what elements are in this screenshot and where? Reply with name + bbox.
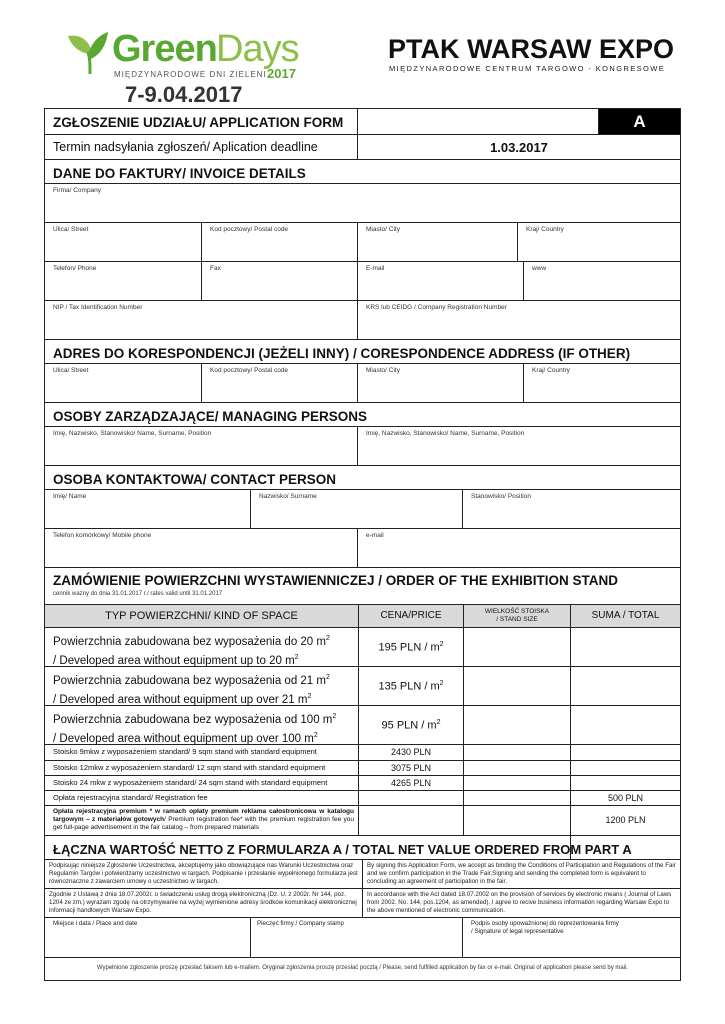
fax-field[interactable]: Fax — [202, 262, 358, 300]
stand-row-3 — [45, 776, 680, 791]
premium-desc-bold: Opłata rejestracyjna premium * w ramach opłaty premium reklama całostronicowa w katalogu targowym – z materiałów gotowych — [53, 808, 354, 823]
stand-row-2-size-input[interactable] — [464, 761, 571, 775]
www-field[interactable]: www — [532, 265, 547, 272]
logo-year: 2017 — [267, 66, 296, 81]
signature-field[interactable] — [463, 918, 680, 957]
col-price-header: CENA/PRICE — [359, 605, 464, 627]
area-row-2-size-input[interactable] — [464, 667, 571, 705]
email-field[interactable]: E-mail — [358, 262, 524, 300]
correspondence-heading-row — [45, 340, 680, 364]
area-row-2-pl: Powierzchnia zabudowana bez wyposażenia od 21 m — [53, 674, 326, 687]
corr-country-field[interactable]: Kraj/ Country — [532, 367, 570, 374]
rates-note: cennik ważny do dnia 31.01.2017 r./ rates valid until 31.01.2017 — [53, 591, 223, 597]
logo-subtitle: MIĘDZYNARODOWE DNI ZIELENI — [114, 70, 267, 79]
contact-mobile-field[interactable]: Telefon komórkowy/ Mobile phone — [45, 529, 358, 567]
legal-en-2: In accordance with the Act dated 18.07.2002 on the provision of services by electronic means ( Journal of Laws from 2002. No. 144, pos.1204, as amended). I agree to recive business information regarding Warsaw Expo to the above mentioned of electronic communication. — [367, 891, 672, 914]
stand-row-3-price: 4265 PLN — [359, 776, 464, 790]
signature-label-line1: Podpis osoby upoważnionej do reprezentowania firmy — [471, 920, 619, 927]
contact-surname-field[interactable]: Nazwisko/ Surname — [251, 490, 463, 528]
stand-row-1 — [45, 745, 680, 761]
nip-field[interactable]: NIP / Tax Identification Number — [45, 301, 358, 339]
col-size-header-line2: / STAND SIZE — [496, 616, 538, 623]
premium-row — [45, 806, 680, 836]
leaf-icon — [66, 30, 110, 74]
order-table-header — [45, 605, 680, 628]
organizer-subtitle: MIĘDZYNARODOWE CENTRUM TARGOWO - KONGRESOWE — [389, 64, 666, 73]
contact-phone-row — [45, 529, 680, 568]
stand-row-3-total-input[interactable] — [571, 776, 680, 790]
event-dates: 7-9.04.2017 — [125, 82, 243, 107]
area-row-3-price: 95 PLN / $m^2$ — [359, 706, 464, 744]
signature-row — [45, 918, 680, 958]
signature-label-line2: / Signature of legal representative — [471, 928, 564, 935]
area-row-2-price-text: 135 PLN / m — [378, 680, 440, 693]
deadline-label: Termin nadsyłania zgłoszeń/ Aplication deadline — [45, 135, 358, 159]
stand-row-2-total-input[interactable] — [571, 761, 680, 775]
premium-price-blank — [359, 806, 464, 835]
green-days-logo — [66, 28, 299, 84]
contact-heading: OSOBA KONTAKTOWA/ CONTACT PERSON — [53, 472, 336, 487]
area-row-1-price-text: 195 PLN / m — [378, 641, 440, 654]
total-heading: ŁĄCZNA WARTOŚĆ NETTO Z FORMULARZA A / TOTAL NET VALUE ORDERED FROM PART A — [45, 836, 571, 859]
contact-name-row — [45, 490, 680, 529]
area-row-1-price: 195 PLN / $m^2$ — [359, 628, 464, 666]
order-heading-row — [45, 568, 680, 605]
corr-street-field[interactable]: Ulica/ Street — [45, 364, 202, 402]
premium-desc — [45, 806, 359, 835]
area-row-1-size-input[interactable] — [464, 628, 571, 666]
form-letter: A — [599, 109, 680, 134]
area-row-3 — [45, 706, 680, 745]
managing-heading: OSOBY ZARZĄDZAJĄCE/ MANAGING PERSONS — [53, 409, 368, 424]
form-title: ZGŁOSZENIE UDZIAŁU/ APPLICATION FORM — [45, 109, 358, 134]
correspondence-address-row — [45, 364, 680, 403]
stand-row-1-total-input[interactable] — [571, 745, 680, 760]
area-row-2-desc: Powierzchnia zabudowana bez wyposażenia od 21 $m^2$ / Developed area without equipment up over 21 $m^2$ — [45, 667, 359, 705]
area-row-1 — [45, 628, 680, 667]
col-type-header: TYP POWIERZCHNI/ KIND OF SPACE — [45, 605, 359, 627]
stand-row-1-size-input[interactable] — [464, 745, 571, 760]
area-row-3-pl: Powierzchnia zabudowana bez wyposażenia od 100 m — [53, 713, 333, 726]
phone-field[interactable]: Telefon/ Phone — [45, 262, 202, 300]
area-row-3-total-input[interactable] — [571, 706, 680, 744]
company-field[interactable]: Firma/ Company — [53, 187, 102, 194]
contact-position-field[interactable]: Stanowisko/ Position — [471, 493, 531, 500]
area-row-2-en: / Developed area without equipment up over 21 m — [53, 693, 308, 706]
page-header — [0, 0, 725, 108]
invoice-street-field[interactable]: Ulica/ Street — [45, 223, 202, 261]
deadline-value: 1.03.2017 — [490, 140, 548, 155]
legal-pl-1: Podpisując niniejsze Zgłoszenie Uczestnictwa, akceptujemy jako obowiązujące nas Warunki Uczestnictwa oraz Regulamin Targów i potwierdzamy uczestnictwo w targach. Podpisanie i przesłanie wypełnionego formularza jest równoznaczne z zawarciem umowy o uczestnictwo w targach. — [45, 860, 363, 888]
invoice-country-field[interactable]: Kraj/ Country — [526, 226, 564, 233]
area-row-1-pl: Powierzchnia zabudowana bez wyposażenia do 20 m — [53, 635, 326, 648]
managing-person-2-field[interactable]: Imię, Nazwisko, Stanowisko/ Name, Surname, Position — [366, 430, 525, 437]
deadline-row — [45, 135, 680, 160]
form-title-row — [45, 109, 680, 135]
invoice-tax-row — [45, 301, 680, 340]
reg-fee-price-blank — [359, 791, 464, 805]
invoice-address-row — [45, 223, 680, 262]
invoice-postal-field[interactable]: Kod pocztowy/ Postal code — [202, 223, 358, 261]
premium-size-blank — [464, 806, 571, 835]
contact-heading-row — [45, 466, 680, 490]
stand-row-2-price: 3075 PLN — [359, 761, 464, 775]
area-row-2-total-input[interactable] — [571, 667, 680, 705]
managing-person-1-field[interactable]: Imię, Nazwisko, Stanowisko/ Name, Surname, Position — [45, 427, 358, 465]
managing-heading-row — [45, 403, 680, 427]
area-row-1-total-input[interactable] — [571, 628, 680, 666]
area-row-3-en: / Developed area without equipment up over 100 m — [53, 732, 314, 745]
stand-row-1-label: Stoisko 9mkw z wyposażeniem standard/ 9 sqm stand with standard equipment — [45, 745, 359, 760]
legal-pl-2: Zgodnie z Ustawą z dnia 18.07.2002r. o świadczeniu usług drogą elektroniczną (Dz. U. z 2002r. Nr 144, poz. 1204 ze zm.) wyrażam zgodę na otrzymywanie na wyżej wymienione adresy środków komunikacji elektronicznej informacji handlowych Warsaw Expo. — [45, 889, 363, 917]
area-row-3-price-text: 95 PLN / m — [381, 719, 437, 732]
stand-row-2 — [45, 761, 680, 776]
area-row-3-size-input[interactable] — [464, 706, 571, 744]
place-date-field[interactable]: Miejsce i data / Place and date — [45, 918, 251, 957]
reg-fee-size-blank — [464, 791, 571, 805]
footer-note: Wypełnione zgłoszenie proszę przesłać faksem lub e-mailem. Oryginał zgłoszenia proszę przesłać pocztą / Please, send fulfilled application by fax or e-mail. Original of application please send by mail. — [96, 965, 629, 971]
company-stamp-field[interactable]: Pieczęć firmy / Company stamp — [251, 918, 463, 957]
invoice-phone-row — [45, 262, 680, 301]
area-row-1-en: / Developed area without equipment up to 20 m — [53, 654, 295, 667]
company-row[interactable] — [45, 184, 680, 223]
area-row-2 — [45, 667, 680, 706]
stand-row-2-label: Stoisko 12mkw z wyposażeniem standard/ 12 sqm stand with standard equipment — [45, 761, 359, 775]
invoice-city-field[interactable]: Miasto/ City — [358, 223, 518, 261]
col-size-header — [464, 605, 571, 627]
col-total-header: SUMA / TOTAL — [591, 610, 660, 621]
corr-city-field[interactable]: Miasto/ City — [358, 364, 524, 402]
reg-fee-row — [45, 791, 680, 806]
invoice-heading-row — [45, 160, 680, 184]
contact-name-field[interactable]: Imię/ Name — [45, 490, 251, 528]
form-title-blank — [358, 109, 599, 134]
krs-field[interactable]: KRS lub CEIDG / Company Registration Number — [366, 304, 507, 311]
managing-row — [45, 427, 680, 466]
corr-postal-field[interactable]: Kod pocztowy/ Postal code — [202, 364, 358, 402]
invoice-heading: DANE DO FAKTURY/ INVOICE DETAILS — [53, 166, 306, 181]
stand-row-3-size-input[interactable] — [464, 776, 571, 790]
area-row-1-desc: Powierzchnia zabudowana bez wyposażenia do 20 $m^2$ / Developed area without equipment up to 20 $m^2$ — [45, 628, 359, 666]
organizer-logo: PTAK WARSAW EXPO — [388, 34, 675, 64]
area-row-2-price: 135 PLN / $m^2$ — [359, 667, 464, 705]
stand-row-3-label: Stoisko 24 mkw z wyposażeniem standard/ 24 sqm stand with standard equipment — [45, 776, 359, 790]
legal-en-1: By signing this Application Form, we accept as binding the Conditions of Participation and Regulations of the Fair and we confirm participation in the Trade Fair.Signing and sending the completed form is equivalent to concluding an agreement of participation in the fair. — [367, 862, 676, 885]
order-heading: ZAMÓWIENIE POWIERZCHNI WYSTAWIENNICZEJ / ORDER OF THE EXHIBITION STAND — [53, 573, 619, 588]
correspondence-heading: ADRES DO KORESPONDENCJI (JEŻELI INNY) / CORESPONDENCE ADDRESS (IF OTHER) — [53, 346, 631, 361]
reg-fee-total: 500 PLN — [607, 793, 644, 803]
application-form — [44, 108, 681, 981]
premium-total: 1200 PLN — [605, 815, 646, 825]
premium-desc-rest: / Premium registration fee* with the premium registration fee you get full-page advertisement in the fair catalog – from prepared materials — [53, 816, 354, 831]
legal-row-2 — [45, 889, 680, 918]
stand-row-1-price: 2430 PLN — [359, 745, 464, 760]
reg-fee-label: Opłata rejestracyjna standard/ Registration fee — [45, 791, 359, 805]
col-size-header-line1: WIELKOŚĆ STOISKA — [484, 608, 550, 615]
total-value-input[interactable] — [571, 836, 680, 859]
area-row-3-desc: Powierzchnia zabudowana bez wyposażenia od 100 $m^2$ / Developed area without equipment up over 100 $m^2$ — [45, 706, 359, 744]
logo-green-text: Green — [112, 28, 217, 70]
legal-row-1 — [45, 860, 680, 889]
total-row — [45, 836, 680, 860]
logo-days-text: Days — [216, 28, 299, 70]
contact-email-field[interactable]: e-mail — [366, 532, 384, 539]
